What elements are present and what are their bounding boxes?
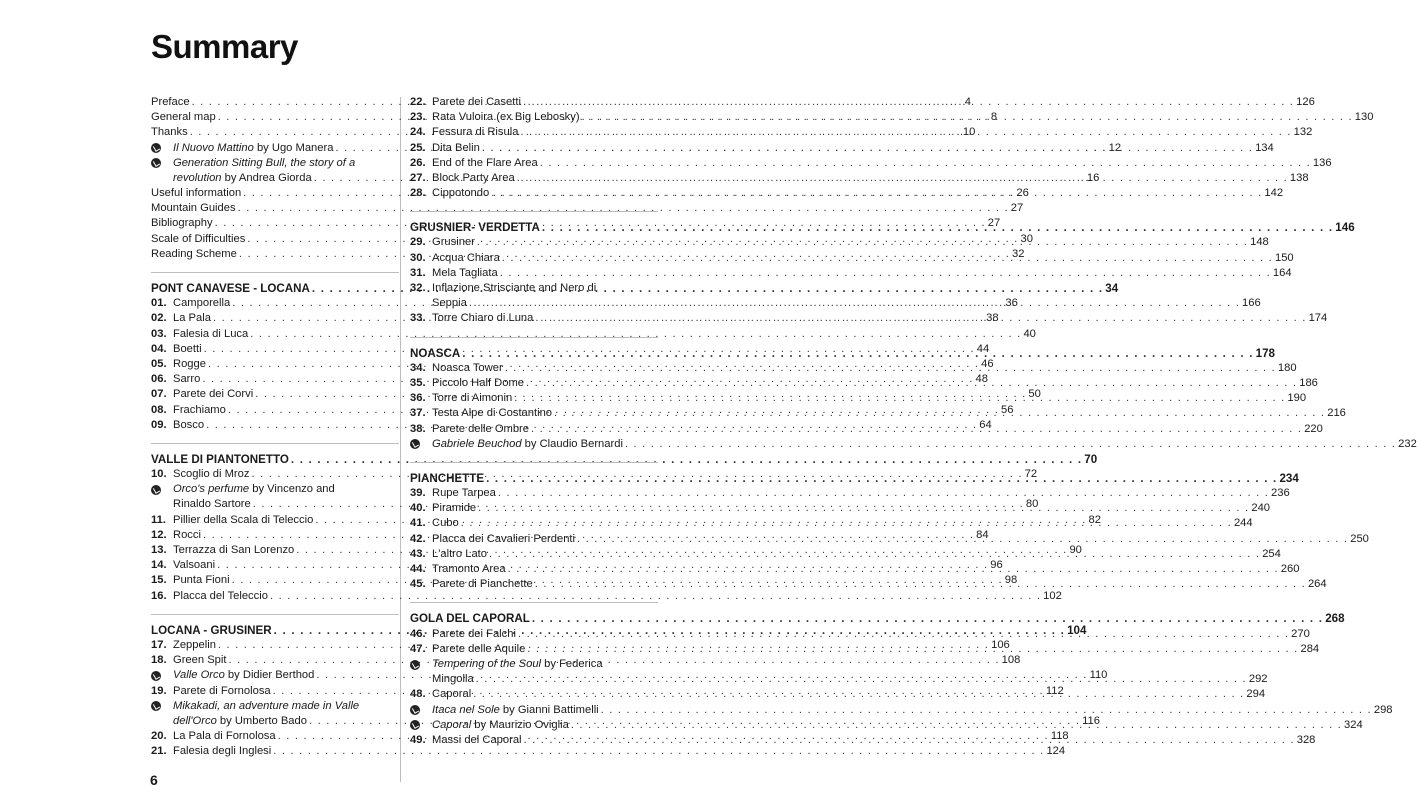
toc-entry[interactable] <box>410 281 658 296</box>
dot-leader <box>535 577 1306 592</box>
entry-label <box>173 714 307 729</box>
entry-number: 34. <box>410 361 426 374</box>
entry-label-italic: revolution <box>173 171 222 184</box>
entry-page: 142 <box>1264 187 1284 200</box>
dot-leader <box>542 220 1333 235</box>
entry-page: 174 <box>1308 312 1328 325</box>
entry-page: 90 <box>1069 544 1082 557</box>
entry-label <box>432 657 603 672</box>
entry-number: 14. <box>151 559 167 572</box>
entry-page: 244 <box>1233 517 1253 530</box>
entry-label: Bibliography <box>151 217 213 230</box>
entry-page: 146 <box>1335 221 1355 235</box>
entry-page: 80 <box>1025 498 1039 511</box>
toc-entry[interactable] <box>410 266 1292 281</box>
entry-page: 40 <box>1023 327 1036 340</box>
entry-page: 56 <box>1001 403 1014 416</box>
entry-label-italic: Caporal <box>432 718 472 731</box>
dot-leader <box>482 141 1253 156</box>
entry-label: Seppia <box>432 297 467 310</box>
toc-entry[interactable] <box>151 482 399 497</box>
story-icon <box>151 156 173 171</box>
entry-page: 150 <box>1274 251 1294 264</box>
entry-label: Piramide <box>432 502 477 515</box>
entry-label: Rocci <box>173 528 201 541</box>
entry-page: 180 <box>1277 361 1297 374</box>
entry-label-rest: by Didier Berthod <box>224 669 315 682</box>
entry-number: 43. <box>410 547 426 560</box>
entry-label: Bosco <box>173 418 205 431</box>
entry-page: 232 <box>1398 437 1417 450</box>
entry-label-italic: Gabriele Beuchod <box>432 437 522 450</box>
entry-number: 13. <box>151 544 167 557</box>
entry-number: 27. <box>410 171 426 184</box>
entry-label: Thanks <box>151 126 188 139</box>
entry-number: 09. <box>151 418 167 431</box>
entry-page: 220 <box>1304 422 1323 435</box>
entry-label: Green Spit <box>173 654 227 667</box>
entry-page: 254 <box>1262 547 1281 560</box>
entry-label: PIANCHETTE <box>410 471 485 485</box>
entry-label-italic: Valle Orco <box>173 669 225 682</box>
entry-page: 166 <box>1242 297 1261 310</box>
entry-page: 70 <box>1084 452 1098 466</box>
entry-label: Pillier della Scala di Teleccio <box>173 513 314 526</box>
story-icon <box>410 657 432 672</box>
dot-leader <box>523 95 1294 110</box>
entry-label: Terrazza di San Lorenzo <box>173 544 295 557</box>
entry-label-rest: by Federica <box>541 657 603 670</box>
entry-number: 37. <box>410 407 426 420</box>
entry-label: Frachiamo <box>173 403 226 416</box>
entry-label: Torre di Aimonin <box>432 392 513 405</box>
entry-label: Placca dei Cavalieri Perdenti <box>432 532 576 545</box>
entry-page: 190 <box>1287 392 1307 405</box>
entry-label: Acqua Chiara <box>432 251 500 264</box>
entry-page: 10 <box>962 126 976 139</box>
entry-page: 134 <box>1255 141 1274 154</box>
entry-label: Punta Fioni <box>173 574 230 587</box>
entry-label: Mingolla <box>432 673 474 686</box>
entry-page: 44 <box>976 342 990 355</box>
dot-leader <box>520 125 1291 140</box>
entry-label: LOCANA - GRUSINER <box>151 623 272 637</box>
dot-leader <box>518 627 1289 642</box>
entry-label-rest: by Umberto Bado <box>216 714 307 727</box>
entry-number: 23. <box>410 111 426 124</box>
entry-page: 34 <box>1105 282 1119 296</box>
entry-number: 04. <box>151 342 167 355</box>
dot-leader <box>477 235 1248 250</box>
entry-label: Dita Belin <box>432 141 480 154</box>
entry-label <box>173 482 335 497</box>
entry-label: Noasca Tower <box>432 361 503 374</box>
toc-entry[interactable] <box>151 156 399 171</box>
entry-label: GRUSNIER- VERDETTA <box>410 221 540 235</box>
entry-number: 08. <box>151 403 167 416</box>
entry-label-italic: Il Nuovo Mattino <box>173 141 254 154</box>
dot-leader <box>601 703 1372 718</box>
entry-label: Parete delle Ombre <box>432 422 530 435</box>
entry-page: 138 <box>1289 171 1309 184</box>
entry-label: Mela Tagliata <box>432 266 498 279</box>
entry-label: Zeppelin <box>173 638 216 651</box>
entry-label: Grusiner <box>432 236 475 249</box>
entry-label: Cippotondo <box>432 187 490 200</box>
entry-page: 50 <box>1028 388 1041 401</box>
entry-page: 26 <box>1016 187 1029 200</box>
entry-page: 30 <box>1020 232 1033 245</box>
story-icon <box>151 482 173 497</box>
entry-label-italic: dell'Orco <box>173 714 217 727</box>
entry-page: 164 <box>1272 266 1292 279</box>
entry-number: 40. <box>410 502 426 515</box>
entry-label: Scoglio di Mroz <box>173 468 250 481</box>
entry-label: Mountain Guides <box>151 202 236 215</box>
entry-label-italic: Orco's perfume <box>173 483 250 496</box>
entry-page: 268 <box>1325 612 1345 626</box>
story-icon <box>410 437 432 452</box>
entry-page: 12 <box>1108 141 1122 154</box>
dot-leader <box>554 406 1325 421</box>
entry-label: Camporella <box>173 297 231 310</box>
entry-label <box>432 437 623 452</box>
entry-page: 82 <box>1088 513 1101 526</box>
dot-leader <box>476 672 1247 687</box>
entry-page: 126 <box>1296 95 1315 108</box>
entry-number: 46. <box>410 627 426 640</box>
entry-label: Caporal <box>432 688 472 701</box>
entry-page: 324 <box>1344 718 1363 731</box>
entry-number: 02. <box>151 312 167 325</box>
entry-number: 45. <box>410 578 426 591</box>
entry-page: 328 <box>1296 733 1316 746</box>
toc-entry[interactable] <box>410 486 1290 501</box>
entry-label-italic: Itaca nel Sole <box>432 703 500 716</box>
dot-leader <box>526 376 1297 391</box>
entry-number: 39. <box>410 487 426 500</box>
entry-label: Parete dei Falchi <box>432 627 516 640</box>
dot-leader <box>489 547 1260 562</box>
dot-leader <box>582 110 1353 125</box>
entry-label: End of the Flare Area <box>432 156 538 169</box>
entry-page: 110 <box>1089 669 1108 682</box>
entry-label: Massi del Caporal <box>432 733 522 746</box>
entry-label: La Pala di Fornolosa <box>173 730 276 743</box>
entry-label <box>432 718 569 733</box>
entry-label: Block Party Area <box>432 171 515 184</box>
entry-label: Boetti <box>173 342 202 355</box>
entry-label: Reading Scheme <box>151 247 237 260</box>
entry-number: 29. <box>410 236 426 249</box>
entry-page: 106 <box>991 638 1010 651</box>
entry-label: Falesia di Luca <box>173 327 249 340</box>
entry-page: 298 <box>1373 703 1393 716</box>
entry-number: 15. <box>151 574 167 587</box>
toc-entry[interactable] <box>410 156 1332 171</box>
entry-page: 136 <box>1312 156 1332 169</box>
entry-label: Inflazione Strisciante and Nero di <box>432 282 597 295</box>
dot-leader <box>462 346 1253 361</box>
entry-label-rest: by Ugo Manera <box>253 141 334 154</box>
entry-number: 30. <box>410 251 426 264</box>
entry-label: Tramonto Area <box>432 563 506 576</box>
entry-page: 250 <box>1350 532 1369 545</box>
toc-entry[interactable] <box>410 95 1315 110</box>
entry-number: 33. <box>410 312 426 325</box>
entry-page: 284 <box>1300 642 1320 655</box>
entry-label <box>432 703 599 718</box>
entry-page: 46 <box>981 357 994 370</box>
entry-page: 102 <box>1043 589 1062 602</box>
entry-page: 64 <box>979 418 992 431</box>
entry-label: Rinaldo Sartore <box>173 498 251 511</box>
entry-label: La Pala <box>173 312 211 325</box>
entry-number: 11. <box>151 513 166 526</box>
dot-leader <box>505 361 1276 376</box>
entry-page: 178 <box>1255 346 1275 360</box>
entry-number: 01. <box>151 297 167 310</box>
entry-page: 186 <box>1299 376 1318 389</box>
entry-label: Rupe Tarpea <box>432 487 496 500</box>
entry-number: 44. <box>410 563 426 576</box>
entry-page: 27 <box>987 217 1001 230</box>
entry-page: 216 <box>1327 407 1346 420</box>
dot-leader <box>491 186 1262 201</box>
dot-leader <box>577 532 1348 547</box>
entry-label-italic: Generation Sitting Bull, the story of a <box>173 156 356 169</box>
entry-label: Fessura di Risula <box>432 126 519 139</box>
entry-label: Parete dei Casetti <box>432 95 521 108</box>
dot-leader <box>498 486 1269 501</box>
entry-label: GOLA DEL CAPORAL <box>410 612 530 626</box>
dot-leader <box>524 733 1295 748</box>
entry-label: L'altro Lato <box>432 547 488 560</box>
entry-label: VALLE DI PIANTONETTO <box>151 452 289 466</box>
entry-number: 42. <box>410 532 426 545</box>
entry-number: 25. <box>410 141 426 154</box>
entry-number: 28. <box>410 187 426 200</box>
entry-page: 132 <box>1293 126 1313 139</box>
entry-page: 112 <box>1045 684 1064 697</box>
entry-label <box>173 141 333 156</box>
entry-number: 21. <box>151 745 167 758</box>
entry-label: Testa Alpe di Costantino <box>432 407 553 420</box>
story-icon <box>151 668 173 683</box>
entry-label: Parete di Pianchette <box>432 578 533 591</box>
toc-entry[interactable] <box>410 437 1417 452</box>
story-icon <box>410 718 432 733</box>
entry-page: 148 <box>1250 236 1269 249</box>
entry-page: 48 <box>975 373 988 386</box>
entry-number: 35. <box>410 376 426 389</box>
entry-page: 32 <box>1012 247 1025 260</box>
toc-entry[interactable] <box>151 327 1036 342</box>
entry-label <box>173 156 355 171</box>
entry-page: 236 <box>1271 487 1290 500</box>
entry-label: Parete di Fornolosa <box>173 684 271 697</box>
entry-label-italic: Mikakadi, an adventure made in Valle <box>173 699 360 712</box>
entry-number: 07. <box>151 388 167 401</box>
entry-number: 06. <box>151 373 167 386</box>
entry-label: Scale of Difficulties <box>151 232 246 245</box>
entry-label: Preface <box>151 95 190 108</box>
entry-page: 104 <box>1067 623 1087 637</box>
entry-number: 19. <box>151 684 167 697</box>
dot-leader <box>486 471 1277 486</box>
entry-page: 72 <box>1024 468 1038 481</box>
entry-page: 98 <box>1004 574 1018 587</box>
entry-label: Sarro <box>173 373 201 386</box>
entry-label <box>173 668 314 683</box>
entry-page: 27 <box>1010 202 1024 215</box>
story-icon <box>151 699 173 714</box>
entry-label: NOASCA <box>410 346 461 360</box>
entry-number: 49. <box>410 733 426 746</box>
entry-page: 130 <box>1354 111 1374 124</box>
dot-leader <box>478 501 1249 516</box>
entry-label <box>173 171 312 186</box>
entry-label: Rogge <box>173 357 206 370</box>
entry-number: 48. <box>410 688 426 701</box>
entry-number: 18. <box>151 654 167 667</box>
entry-page: 260 <box>1280 563 1300 576</box>
toc-entry[interactable] <box>151 699 399 714</box>
toc-entry[interactable] <box>151 201 1024 216</box>
entry-number: 17. <box>151 638 167 651</box>
entry-number: 16. <box>151 589 167 602</box>
entry-page: 96 <box>990 559 1003 572</box>
entry-label: Useful information <box>151 187 242 200</box>
dot-leader <box>517 171 1288 186</box>
entry-label-rest: by Maurizio Oviglia <box>471 718 569 731</box>
toc-entry[interactable] <box>410 703 1393 718</box>
entry-page: 8 <box>990 111 998 124</box>
entry-label-italic: Tempering of the Soul <box>432 657 542 670</box>
dot-leader <box>527 642 1298 657</box>
entry-page: 16 <box>1086 171 1100 184</box>
dot-leader <box>535 311 1306 326</box>
entry-number: 32. <box>410 282 426 295</box>
entry-number: 31. <box>410 266 426 279</box>
dot-leader <box>531 422 1302 437</box>
story-icon <box>410 703 432 718</box>
entry-number: 38. <box>410 422 426 435</box>
page-number: 6 <box>150 772 158 788</box>
entry-page: 264 <box>1307 578 1327 591</box>
entry-number: 10. <box>151 468 167 481</box>
page-title: Summary <box>151 28 298 65</box>
entry-page: 116 <box>1082 714 1100 727</box>
dot-leader <box>502 251 1273 266</box>
entry-label: Placca del Teleccio <box>173 589 268 602</box>
dot-leader <box>571 718 1342 733</box>
entry-label-rest: by Gianni Battimelli <box>499 703 599 716</box>
dot-leader <box>469 296 1240 311</box>
entry-number: 05. <box>151 357 167 370</box>
entry-number: 47. <box>410 642 426 655</box>
entry-number: 03. <box>151 327 167 340</box>
toc-entry[interactable] <box>151 589 1062 604</box>
entry-page: 4 <box>964 95 971 108</box>
entry-number: 41. <box>410 517 426 530</box>
entry-label: Parete dei Corvi <box>173 388 254 401</box>
dot-leader <box>500 266 1271 281</box>
entry-number: 22. <box>410 95 426 108</box>
section-heading[interactable] <box>410 611 1345 626</box>
entry-page: 36 <box>1005 297 1018 310</box>
entry-label: Valsoani <box>173 559 216 572</box>
toc-entry[interactable] <box>410 110 1374 125</box>
dot-leader <box>625 437 1396 452</box>
entry-page: 38 <box>986 312 999 325</box>
entry-label-rest: by Claudio Bernardi <box>521 437 623 450</box>
entry-page: 108 <box>1001 654 1021 667</box>
entry-number: 36. <box>410 392 426 405</box>
entry-label-rest: by Vincenzo and <box>249 483 335 496</box>
entry-number: 24. <box>410 126 426 139</box>
entry-label <box>173 699 359 714</box>
entry-page: 124 <box>1046 745 1066 758</box>
story-icon <box>151 141 173 156</box>
entry-page: 270 <box>1291 627 1310 640</box>
dot-leader <box>461 516 1232 531</box>
entry-page: 118 <box>1050 730 1069 743</box>
entry-label: PONT CANAVESE - LOCANA <box>151 282 310 296</box>
entry-page: 240 <box>1251 502 1271 515</box>
entry-number: 20. <box>151 730 167 743</box>
entry-page: 234 <box>1279 471 1299 485</box>
dot-leader <box>508 562 1279 577</box>
entry-label-rest: by Andrea Giorda <box>221 171 312 184</box>
dot-leader <box>514 391 1285 406</box>
toc-entry[interactable] <box>151 744 1066 759</box>
toc-entry[interactable] <box>410 657 658 672</box>
entry-page: 84 <box>976 528 989 541</box>
dot-leader <box>532 611 1323 626</box>
dot-leader <box>473 687 1244 702</box>
section-heading[interactable] <box>151 452 1098 467</box>
entry-label: Rata Vuloira (ex Big Lebosky) <box>432 111 580 124</box>
entry-page: 294 <box>1246 688 1266 701</box>
entry-label: General map <box>151 111 216 124</box>
entry-page: 292 <box>1248 673 1268 686</box>
dot-leader <box>540 156 1311 171</box>
entry-label: Parete delle Aquile <box>432 642 526 655</box>
entry-label: Torre Chiaro di Luna <box>432 312 534 325</box>
entry-label: Piccolo Half Dome <box>432 376 525 389</box>
entry-label: Cubo <box>432 517 459 530</box>
entry-number: 26. <box>410 156 426 169</box>
entry-label: Falesia degli Inglesi <box>173 745 272 758</box>
entry-number: 12. <box>151 528 167 541</box>
